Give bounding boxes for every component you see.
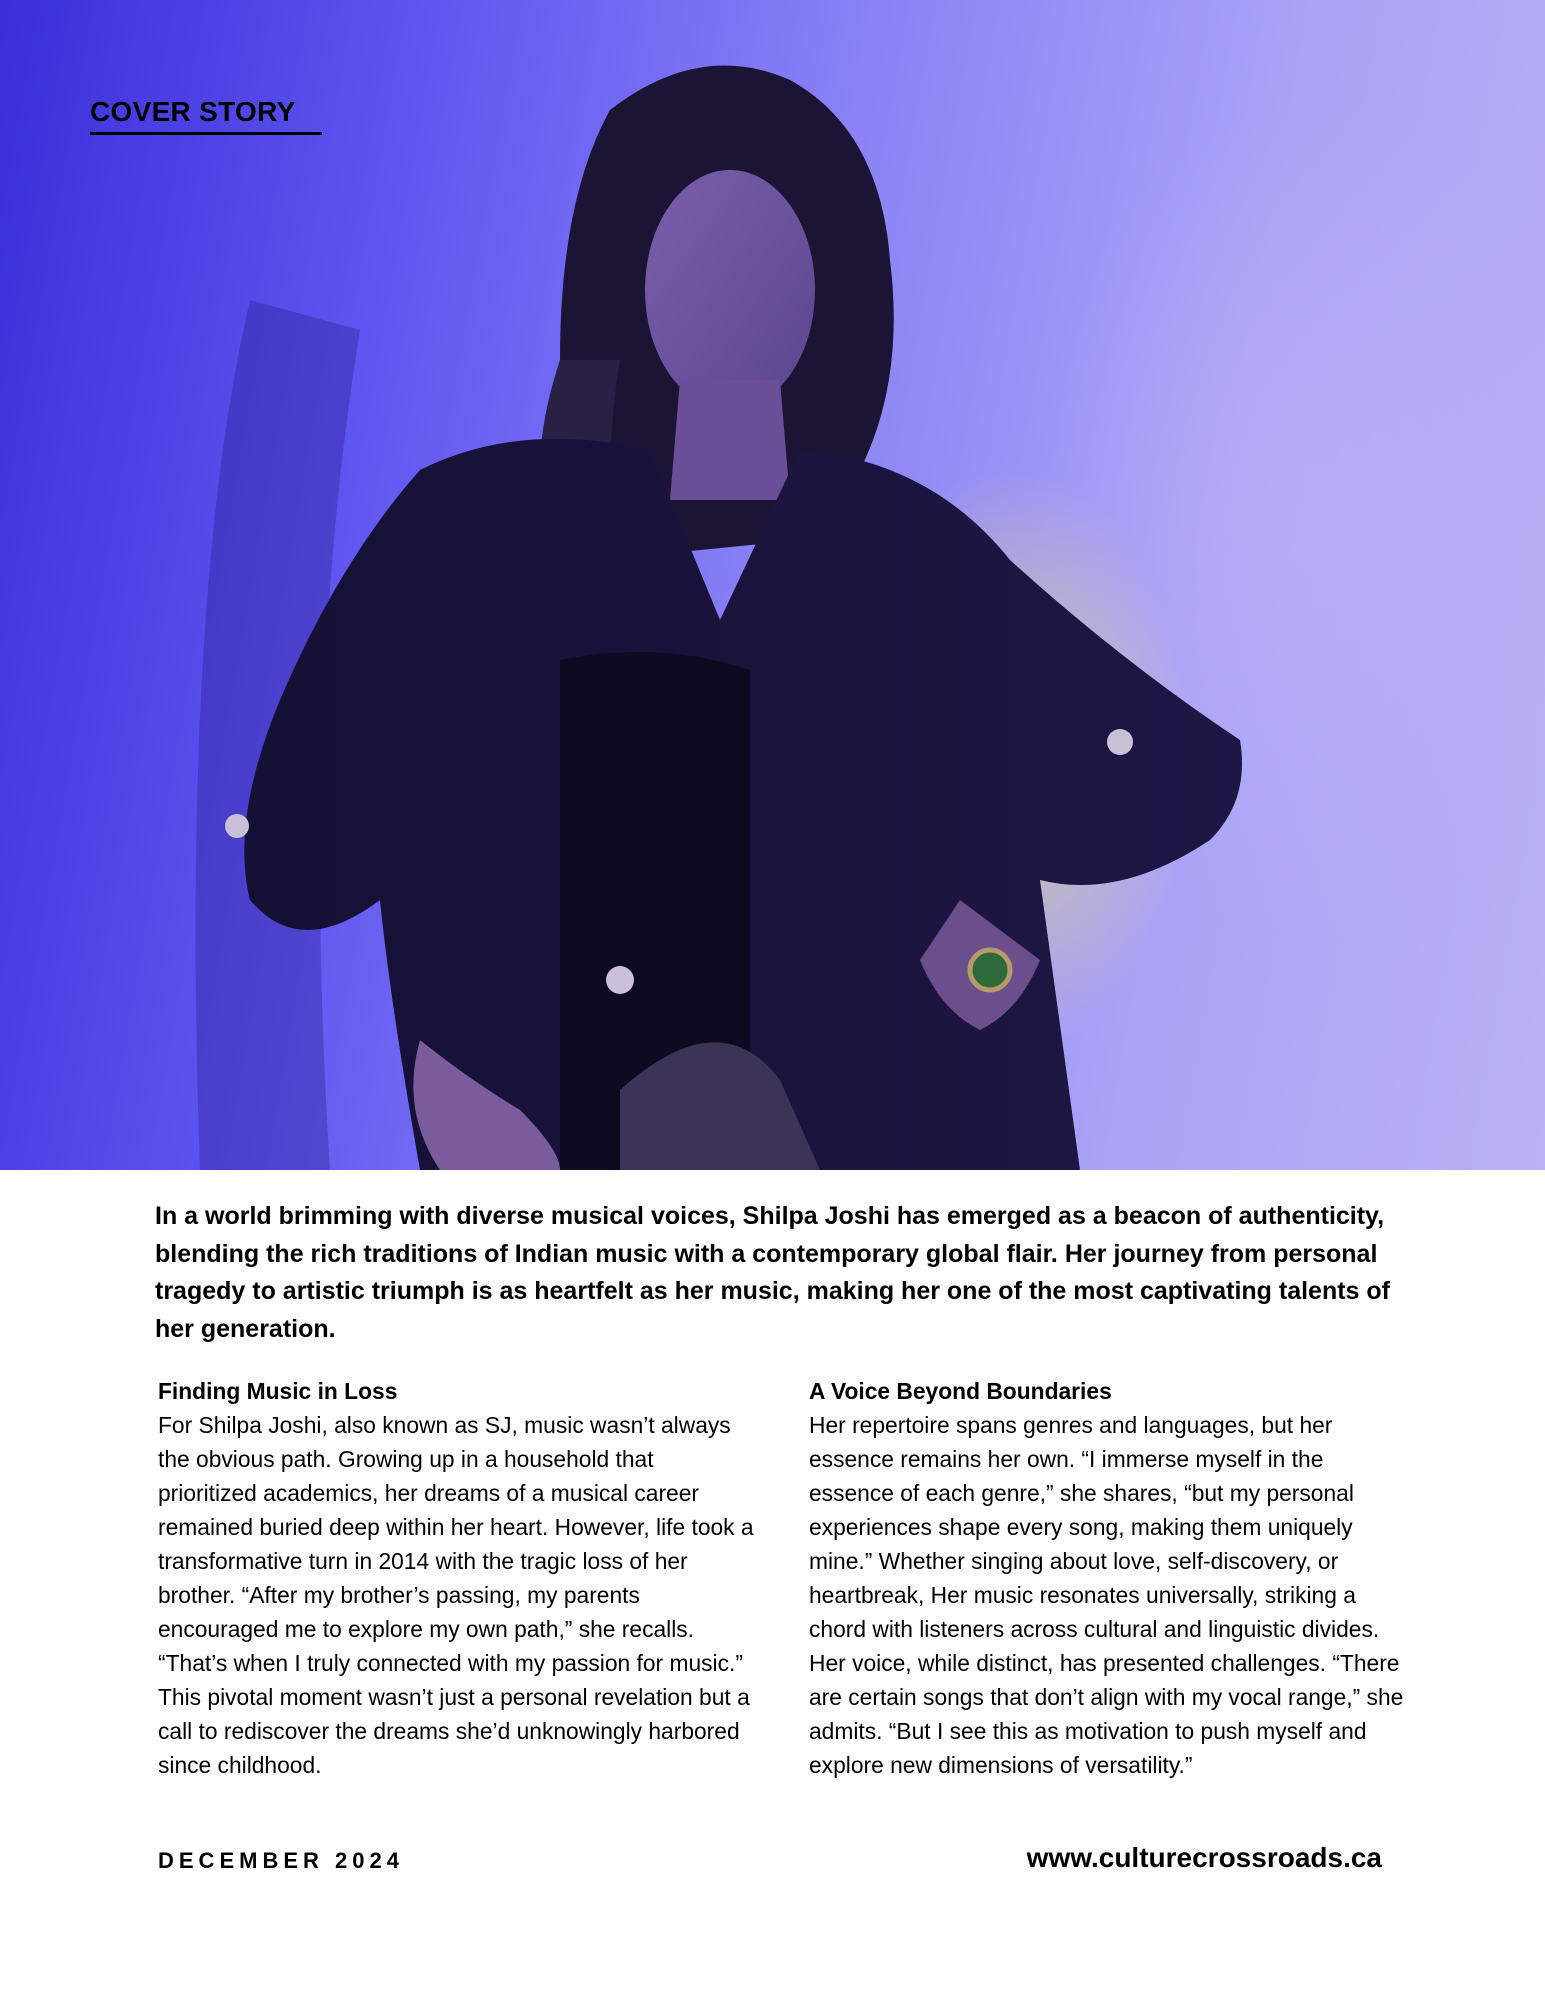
- lead-paragraph: In a world brimming with diverse musical voices, Shilpa Joshi has emerged as a beacon of authenticity, blending the rich traditions of Indian music with a contemporary global flair. Her journey from personal tragedy to artistic triumph is as heartfelt as her music, making her one of the most captivating talents of her generation.: [155, 1202, 1390, 1343]
- section-label: COVER STORY: [90, 96, 322, 135]
- body-paragraph: Her repertoire spans genres and languages, but her essence remains her own. “I immerse myself in the essence of each genre,” she shares, “but my personal experiences shape every song, making them uniquely mine.” Whether singing about love, self-discovery, or heartbreak, Her music resonates universally, striking a chord with listeners across cultural and linguistic divides. Her voice, while distinct, has presented challenges. “There are certain songs that don’t align with my vocal range,” she admits. “But I see this as motivation to push myself and explore new dimensions of versatility.”: [809, 1412, 1404, 1778]
- article-column-right: [809, 1374, 1409, 1782]
- body-paragraph: For Shilpa Joshi, also known as SJ, music wasn’t always the obvious path. Growing up in a household that prioritized academics, her dreams of a musical career remained buried deep within her heart. However, life took a transformative turn in 2014 with the tragic loss of her brother. “After my brother’s passing, my parents encouraged me to explore my own path,” she recalls. “That’s when I truly connected with my passion for music.”: [158, 1412, 754, 1676]
- section-heading: Finding Music in Loss: [158, 1378, 398, 1404]
- issue-date: DECEMBER 2024: [158, 1848, 404, 1873]
- section-heading: A Voice Beyond Boundaries: [809, 1378, 1112, 1404]
- article-column-left: [158, 1374, 758, 1782]
- website-url: www.culturecrossroads.ca: [1026, 1842, 1382, 1873]
- body-paragraph: This pivotal moment wasn’t just a personal revelation but a call to rediscover the dreams she’d unknowingly harbored since childhood.: [158, 1684, 750, 1778]
